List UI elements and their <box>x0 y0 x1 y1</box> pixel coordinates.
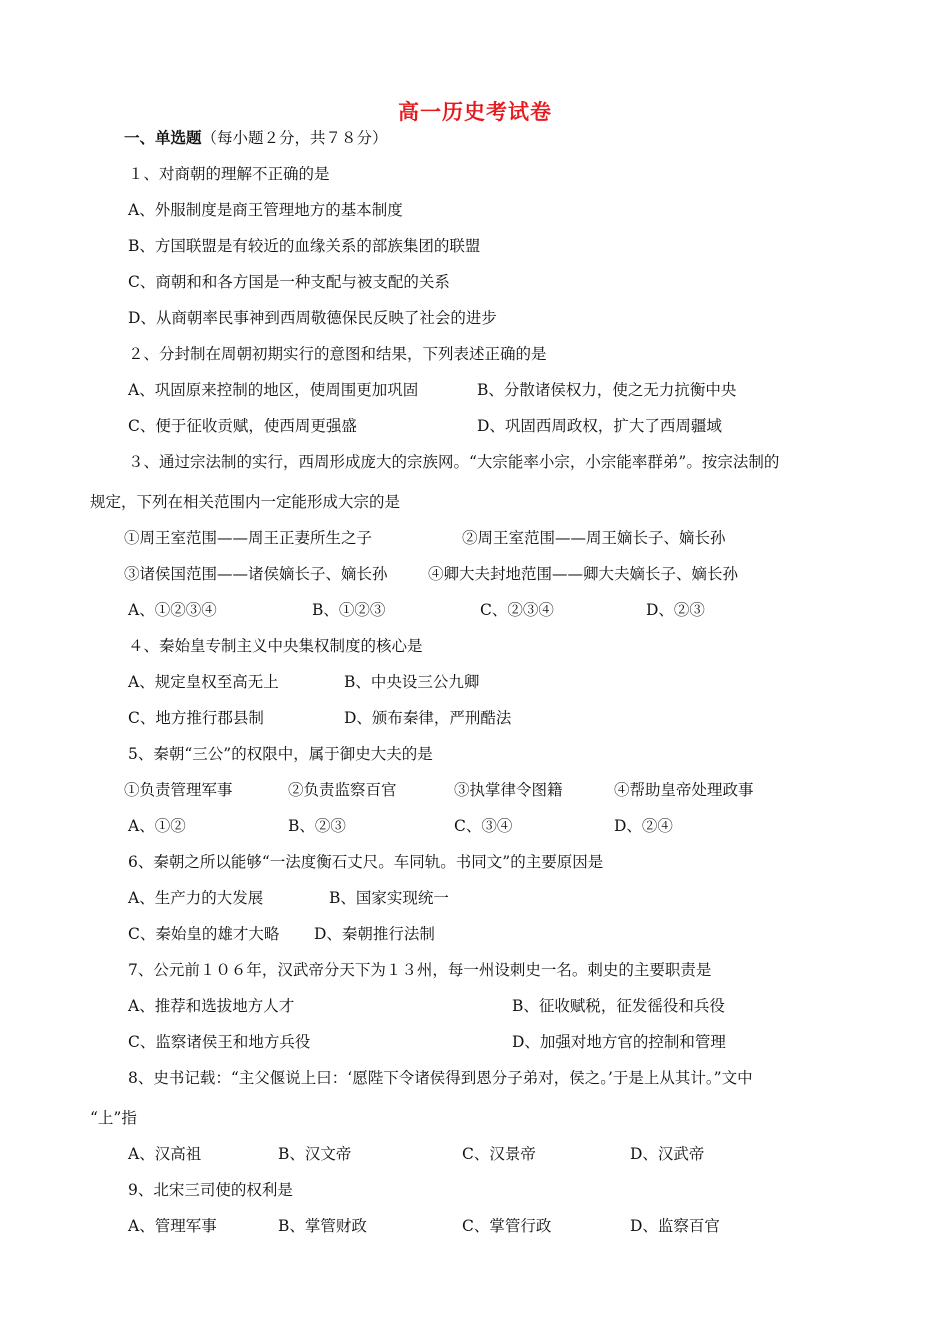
q5-stem: 5、秦朝“三公”的权限中，属于御史大夫的是 <box>128 745 433 763</box>
q9-option-d: D、监察百官 <box>630 1217 720 1235</box>
q5-statement-3: ③执掌律令图籍 <box>454 781 563 799</box>
q9-stem: 9、北宋三司使的权利是 <box>128 1181 293 1199</box>
q2-option-a: A、巩固原来控制的地区，使周围更加巩固 <box>128 381 419 399</box>
q5-option-c: C、③④ <box>454 817 513 835</box>
q9-option-a: A、管理军事 <box>128 1217 217 1235</box>
q3-stem-line2: 规定，下列在相关范围内一定能形成大宗的是 <box>90 493 401 511</box>
q1-option-d: D、从商朝率民事神到西周敬德保民反映了社会的进步 <box>128 309 497 327</box>
q8-option-a: A、汉高祖 <box>128 1145 202 1163</box>
q1-option-a: A、外服制度是商王管理地方的基本制度 <box>128 201 403 219</box>
q7-stem: 7、公元前１０６年，汉武帝分天下为１３州，每一州设刺史一名。刺史的主要职责是 <box>128 961 712 979</box>
q3-statement-3: ③诸侯国范围——诸侯嫡长子、嫡长孙 <box>124 565 388 583</box>
q6-option-b: B、国家实现统一 <box>329 889 449 907</box>
q7-option-b: B、征收赋税，征发徭役和兵役 <box>512 997 725 1015</box>
q2-stem: ２、分封制在周朝初期实行的意图和结果，下列表述正确的是 <box>128 345 547 363</box>
q9-option-b: B、掌管财政 <box>278 1217 367 1235</box>
q3-statement-4: ④卿大夫封地范围——卿大夫嫡长子、嫡长孙 <box>428 565 739 583</box>
q7-option-a: A、推荐和选拔地方人才 <box>128 997 295 1015</box>
q3-statement-2: ②周王室范围——周王嫡长子、嫡长孙 <box>462 529 726 547</box>
q6-option-c: C、秦始皇的雄才大略 <box>128 925 280 943</box>
page-title: 高一历史考试卷 <box>398 99 552 124</box>
q7-option-d: D、加强对地方官的控制和管理 <box>512 1033 726 1051</box>
q6-option-a: A、生产力的大发展 <box>128 889 264 907</box>
q8-option-c: C、汉景帝 <box>462 1145 536 1163</box>
q3-option-b: B、①②③ <box>312 601 386 619</box>
q9-option-c: C、掌管行政 <box>462 1217 552 1235</box>
q5-statement-1: ①负责管理军事 <box>124 781 233 799</box>
q3-option-a: A、①②③④ <box>128 601 217 619</box>
q5-option-b: B、②③ <box>288 817 346 835</box>
q6-option-d: D、秦朝推行法制 <box>314 925 435 943</box>
q6-stem: 6、秦朝之所以能够“一法度衡石丈尺。车同轨。书同文”的主要原因是 <box>128 853 604 871</box>
q5-option-a: A、①② <box>128 817 186 835</box>
q2-option-d: D、巩固西周政权，扩大了西周疆域 <box>477 417 722 435</box>
q7-option-c: C、监察诸侯王和地方兵役 <box>128 1033 311 1051</box>
q1-stem: １、对商朝的理解不正确的是 <box>128 165 330 183</box>
q3-option-c: C、②③④ <box>480 601 554 619</box>
q8-stem-line1: 8、史书记载：“主父偃说上曰：‘愿陛下令诸侯得到恩分子弟对，侯之。’于是上从其计。”文中 <box>128 1069 753 1087</box>
q5-statement-4: ④帮助皇帝处理政事 <box>614 781 754 799</box>
section-head: 一、单选题 <box>124 128 202 147</box>
q4-option-b: B、中央设三公九卿 <box>344 673 480 691</box>
q1-option-c: C、商朝和和各方国是一种支配与被支配的关系 <box>128 273 450 291</box>
q8-option-d: D、汉武帝 <box>630 1145 705 1163</box>
section-heading <box>124 128 388 148</box>
q3-stem-line1: ３、通过宗法制的实行，西周形成庞大的宗族网。“大宗能率小宗，小宗能率群弟”。按宗法制的 <box>128 453 780 471</box>
q4-option-a: A、规定皇权至高无上 <box>128 673 279 691</box>
q8-stem-line2: “上”指 <box>90 1109 137 1127</box>
q1-option-b: B、方国联盟是有较近的血缘关系的部族集团的联盟 <box>128 237 481 255</box>
q3-statement-1: ①周王室范围——周王正妻所生之子 <box>124 529 373 547</box>
q8-option-b: B、汉文帝 <box>278 1145 352 1163</box>
section-note: （每小题２分，共７８分） <box>201 129 388 147</box>
q2-option-b: B、分散诸侯权力，使之无力抗衡中央 <box>477 381 737 399</box>
q5-option-d: D、②④ <box>614 817 673 835</box>
q4-option-d: D、颁布秦律，严刑酷法 <box>344 709 512 727</box>
q4-stem: ４、秦始皇专制主义中央集权制度的核心是 <box>128 637 423 655</box>
q5-statement-2: ②负责监察百官 <box>288 781 397 799</box>
q4-option-c: C、地方推行郡县制 <box>128 709 264 727</box>
q2-option-c: C、便于征收贡赋，使西周更强盛 <box>128 417 357 435</box>
q3-option-d: D、②③ <box>646 601 705 619</box>
